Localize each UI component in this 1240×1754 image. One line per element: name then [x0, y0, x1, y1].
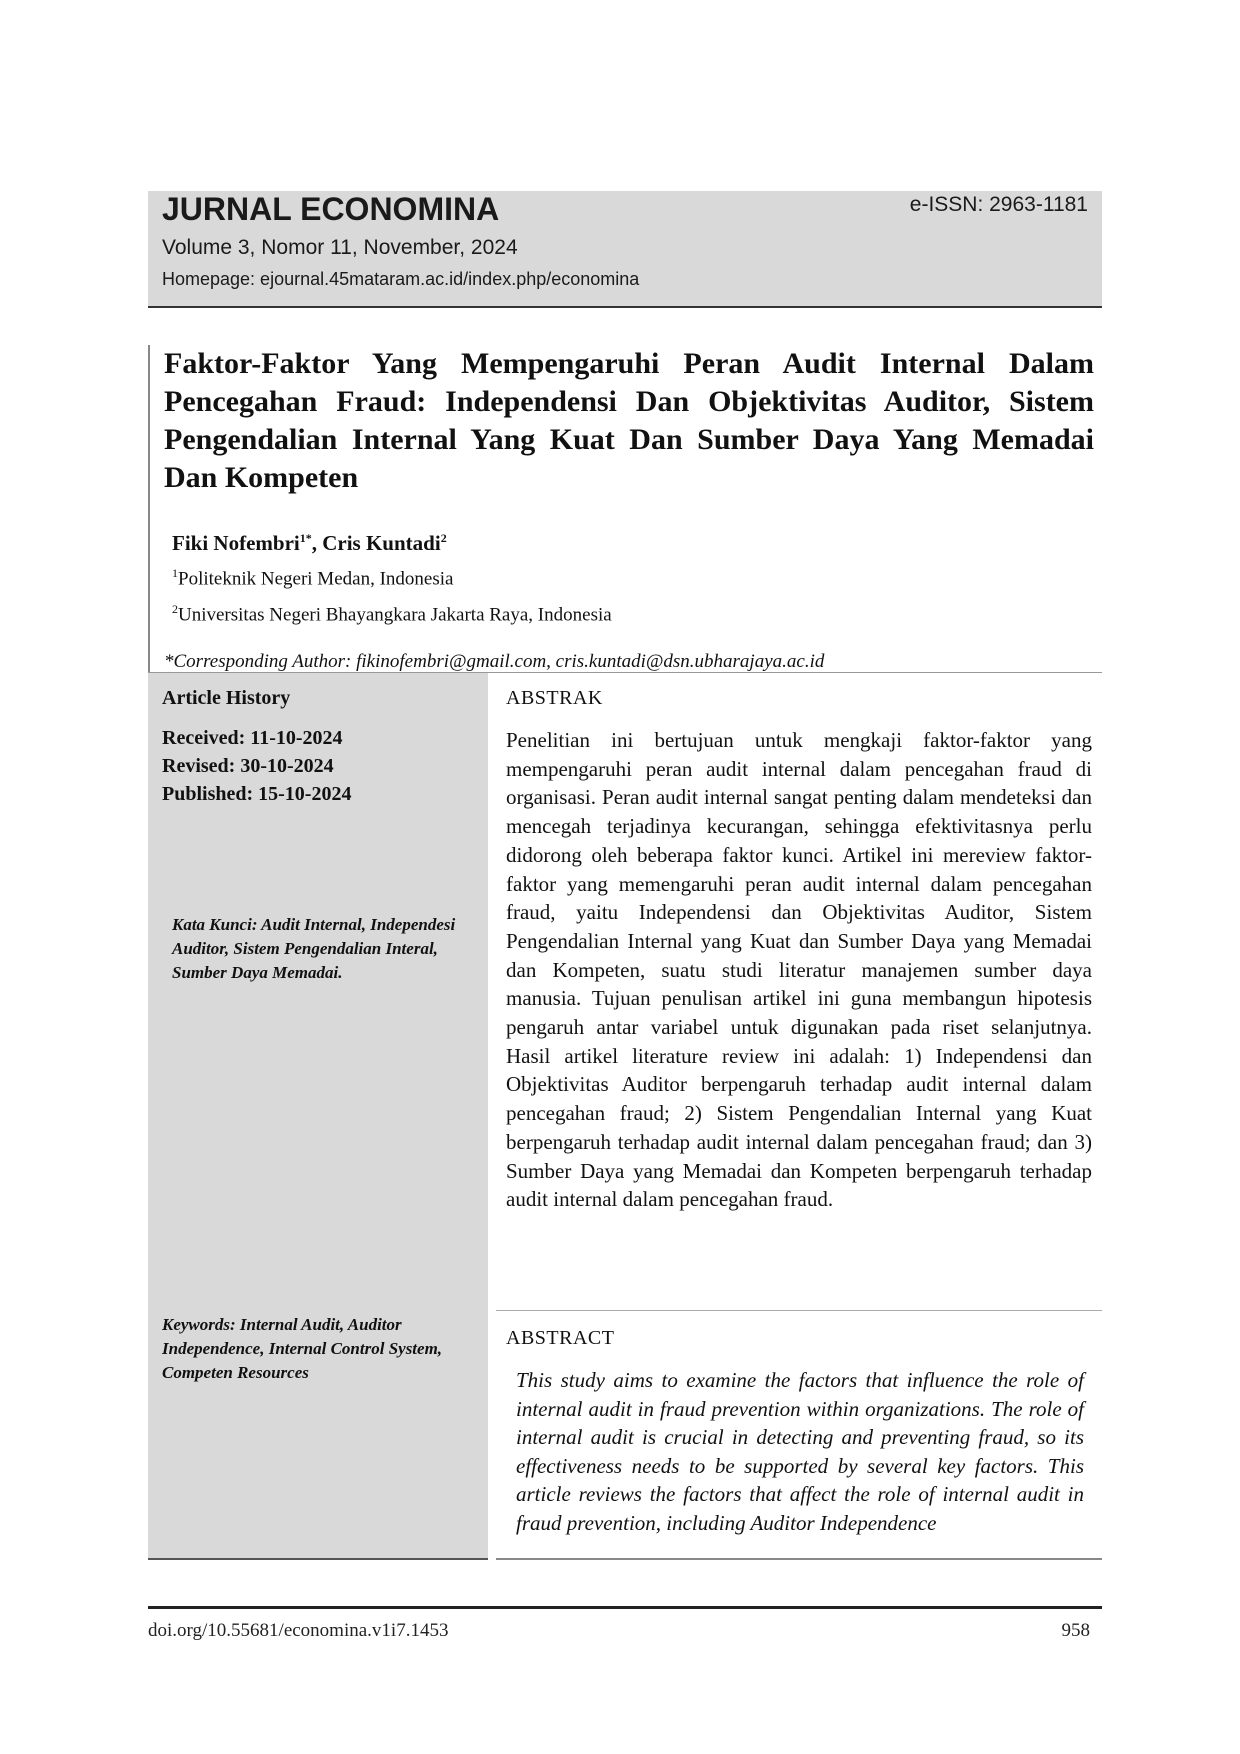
article-history-column	[148, 673, 488, 1560]
homepage-link[interactable]: Homepage: ejournal.45mataram.ac.id/index.php/economina	[162, 269, 640, 289]
footer-divider	[148, 1606, 1102, 1609]
article-title: Faktor-Faktor Yang Mempengaruhi Peran Audit Internal Dalam Pencegahan Fraud: Independensi Dan Objektivitas Auditor, Sistem Pengendalian Internal Yang Kuat Dan Sumber Daya Yang Memadai Dan Kompeten	[164, 347, 1094, 494]
journal-name: JURNAL ECONOMINA	[162, 191, 500, 227]
corresponding-author: *Corresponding Author: fikinofembri@gmail.com, cris.kuntadi@dsn.ubharajaya.ac.id	[164, 650, 825, 672]
journal-header	[148, 191, 1102, 308]
published-date: Published: 15-10-2024	[162, 783, 352, 805]
volume-info: Volume 3, Nomor 11, November, 2024	[162, 236, 518, 259]
abstract-column	[496, 673, 1102, 1560]
issn: e-ISSN: 2963-1181	[909, 193, 1088, 216]
affiliation-2	[172, 596, 1094, 628]
author-sup: 1*	[299, 531, 312, 545]
abstract-heading: ABSTRACT	[506, 1327, 615, 1349]
affiliation-sup: 1	[172, 566, 178, 580]
kata-kunci: Kata Kunci: Audit Internal, Independesi Auditor, Sistem Pengendalian Interal, Sumber Daya Memadai.	[172, 915, 456, 982]
article-info-table	[148, 672, 1102, 1560]
affiliation-sup: 2	[172, 602, 178, 617]
abstrak-heading: ABSTRAK	[506, 687, 603, 709]
revised-date: Revised: 30-10-2024	[162, 755, 334, 777]
abstract-text: This study aims to examine the factors that influence the role of internal audit in fraud prevention within organizations. The role of internal audit is crucial in detecting and preventing fraud, so its effectiveness needs to be supported by several key factors. This article reviews the factors that affect the role of internal audit in fraud prevention, including Auditor Independence	[516, 1368, 1084, 1535]
abstrak-section	[496, 673, 1102, 1311]
abstract-section	[496, 1313, 1102, 1560]
doi-link[interactable]: doi.org/10.55681/economina.v1i7.1453	[148, 1620, 449, 1641]
author-sup: 2	[440, 531, 447, 545]
author-name: Fiki Nofembri	[172, 531, 300, 555]
history-title: Article History	[162, 687, 291, 709]
affiliation-text: Politeknik Negeri Medan, Indonesia	[178, 568, 454, 590]
abstrak-text: Penelitian ini bertujuan untuk mengkaji faktor-faktor yang mempengaruhi peran audit internal dalam pencegahan fraud di organisasi. Peran audit internal sangat penting dalam mendeteksi dan mencegah terjadinya kecurangan, sehingga efektivitasnya perlu didorong oleh beberapa faktor kunci. Artikel ini mereview faktor-faktor yang memengaruhi peran audit internal dalam pencegahan fraud, yaitu Independensi dan Objektivitas Auditor, Sistem Pengendalian Internal yang Kuat dan Sumber Daya yang Memadai dan Kompeten, suatu studi literatur manajemen sumber daya manusia. Tujuan penulisan artikel ini guna membangun hipotesis pengaruh antar variabel untuk digunakan pada riset selanjutnya. Hasil artikel literature review ini adalah: 1) Independensi dan Objektivitas Auditor berpengaruh terhadap audit internal dalam pencegahan fraud; 2) Sistem Pengendalian Internal yang Kuat berpengaruh terhadap audit internal dalam pencegahan fraud; dan 3) Sumber Daya yang Memadai dan Kompeten berpengaruh terhadap audit internal dalam pencegahan fraud.	[506, 728, 1092, 1212]
title-block	[148, 345, 1102, 677]
affiliation-text: Universitas Negeri Bhayangkara Jakarta Raya, Indonesia	[178, 604, 612, 626]
author-name: Cris Kuntadi	[322, 531, 441, 555]
page-number: 958	[1061, 1620, 1090, 1641]
received-date: Received: 11-10-2024	[162, 727, 343, 749]
author-list	[172, 531, 1094, 556]
keywords: Keywords: Internal Audit, Auditor Independence, Internal Control System, Competen Resources	[162, 1315, 443, 1382]
affiliation-1	[172, 560, 1094, 592]
author-separator: ,	[311, 531, 323, 555]
